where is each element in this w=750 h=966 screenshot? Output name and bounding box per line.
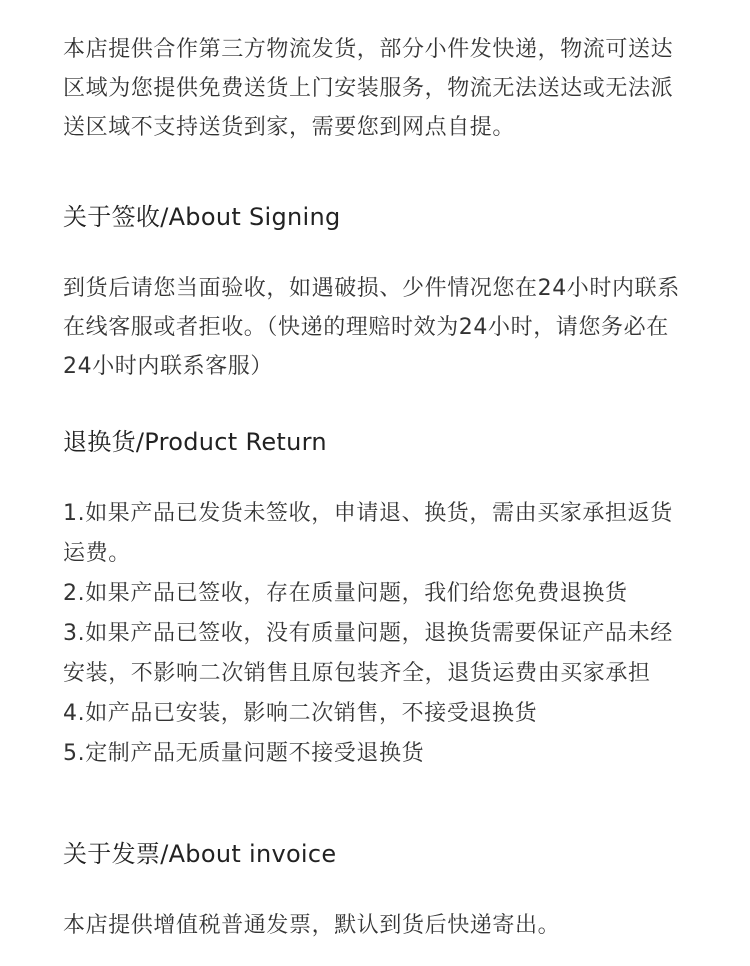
return-policy-list [63,494,689,774]
shipping-intro-text: 本店提供合作第三方物流发货，部分小件发快递，物流可送达区域为您提供免费送货上门安装服务，物流无法送达或无法派送区域不支持送货到家，需要您到网点自提。 [63,37,674,140]
invoice-text: 本店提供增值税普通发票，默认到货后快递寄出。 [63,913,561,938]
signing-text: 到货后请您当面验收，如遇破损、少件情况您在24小时内联系在线客服或者拒收。（快递的理赔时效为24小时，请您务必在24小时内联系客服） [63,276,680,379]
invoice-heading: 关于发票/About invoice [63,840,337,868]
signing-heading: 关于签收/About Signing [63,203,341,231]
list-item: 2.如果产品已签收，存在质量问题，我们给您免费退换货 [63,581,628,606]
list-item: 1.如果产品已发货未签收，申请退、换货，需由买家承担返货运费。 [63,501,673,566]
list-item: 3.如果产品已签收，没有质量问题，退换货需要保证产品未经安装，不影响二次销售且原包装齐全，退货运费由买家承担 [63,621,673,686]
policy-content [63,30,689,945]
list-item: 5.定制产品无质量问题不接受退换货 [63,741,425,766]
return-heading: 退换货/Product Return [63,428,327,456]
list-item: 4.如产品已安装，影响二次销售，不接受退换货 [63,701,538,726]
